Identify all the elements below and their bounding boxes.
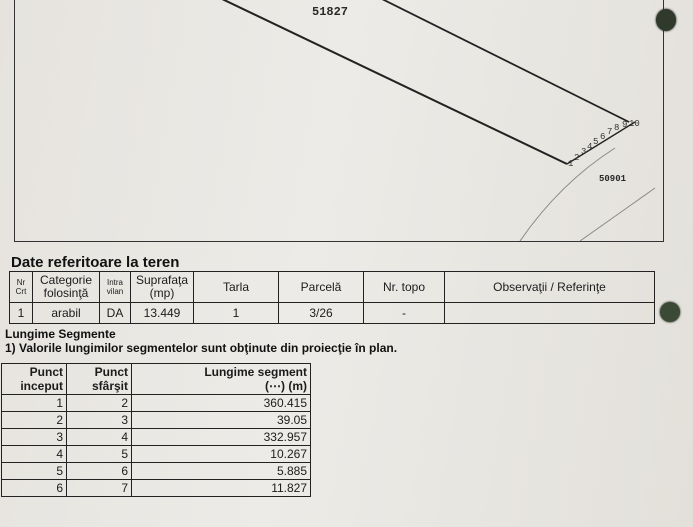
table-header-row bbox=[10, 272, 655, 303]
table-row bbox=[2, 412, 311, 429]
cell-end: 4 bbox=[67, 429, 132, 446]
cell-length: 360.415 bbox=[132, 395, 311, 412]
table-header-row bbox=[2, 364, 311, 395]
cell-length: 11.827 bbox=[132, 480, 311, 497]
teren-table bbox=[9, 271, 655, 324]
table-row bbox=[2, 463, 311, 480]
parcel-number-top: 51827 bbox=[312, 5, 349, 19]
cell-length: 10.267 bbox=[132, 446, 311, 463]
header-parcela: Parcelă bbox=[279, 272, 364, 303]
table-row bbox=[2, 429, 311, 446]
cell-length: 5.885 bbox=[132, 463, 311, 480]
vertex-labels bbox=[568, 119, 640, 169]
cell-parcela: 3/26 bbox=[279, 303, 364, 324]
vertex-label: 5 bbox=[593, 137, 599, 147]
table-row bbox=[2, 446, 311, 463]
header-punct-sfarsit: Punct sfârşit bbox=[67, 364, 132, 395]
section-title-teren: Date referitoare la teren bbox=[11, 254, 180, 271]
header-intravilan: Intra vilan bbox=[100, 272, 131, 303]
table-row bbox=[10, 303, 655, 324]
parcel-plan bbox=[14, 0, 664, 242]
header-nr: Nr Crt bbox=[10, 272, 33, 303]
cell-end: 2 bbox=[67, 395, 132, 412]
cell-start: 4 bbox=[2, 446, 67, 463]
header-tarla: Tarla bbox=[194, 272, 279, 303]
parcel-number-right: 50901 bbox=[599, 174, 627, 184]
header-punct-inceput: Punct inceput bbox=[2, 364, 67, 395]
vertex-label: 7 bbox=[607, 127, 613, 137]
cell-end: 7 bbox=[67, 480, 132, 497]
cell-observatii bbox=[445, 303, 655, 324]
cell-length: 39.05 bbox=[132, 412, 311, 429]
section-title-segmente: Lungime Segmente bbox=[5, 327, 116, 341]
neighbor-boundary bbox=[580, 188, 655, 241]
parcel-boundary-line bbox=[380, 0, 629, 122]
header-nr-topo: Nr. topo bbox=[364, 272, 445, 303]
header-lungime: Lungime segment (⋯) (m) bbox=[132, 364, 311, 395]
header-observatii: Observaţii / Referinţe bbox=[445, 272, 655, 303]
binder-hole bbox=[660, 302, 680, 322]
vertex-label: 8 bbox=[614, 123, 620, 133]
cell-length: 332.957 bbox=[132, 429, 311, 446]
cell-suprafata: 13.449 bbox=[131, 303, 194, 324]
vertex-label: 4 bbox=[587, 142, 593, 152]
cell-nr-topo: - bbox=[364, 303, 445, 324]
header-suprafata: Suprafaţa (mp) bbox=[131, 272, 194, 303]
cell-start: 6 bbox=[2, 480, 67, 497]
table-row bbox=[2, 480, 311, 497]
cell-start: 2 bbox=[2, 412, 67, 429]
binder-hole bbox=[656, 9, 676, 31]
cell-end: 3 bbox=[67, 412, 132, 429]
cell-start: 1 bbox=[2, 395, 67, 412]
vertex-label: 3 bbox=[581, 147, 587, 157]
vertex-label: 6 bbox=[600, 132, 606, 142]
vertex-label: 9 bbox=[622, 120, 628, 130]
table-row bbox=[2, 395, 311, 412]
cell-start: 3 bbox=[2, 429, 67, 446]
vertex-label: 10 bbox=[629, 119, 640, 129]
cell-tarla: 1 bbox=[194, 303, 279, 324]
header-categorie: Categorie folosinţă bbox=[33, 272, 100, 303]
cell-start: 5 bbox=[2, 463, 67, 480]
vertex-label: 2 bbox=[574, 153, 580, 163]
vertex-label: 1 bbox=[568, 159, 574, 169]
segmente-note: 1) Valorile lungimilor segmentelor sunt obţinute din proiecţie în plan. bbox=[5, 341, 398, 355]
parcel-boundary-line bbox=[220, 0, 567, 164]
cell-categorie: arabil bbox=[33, 303, 100, 324]
segmente-table bbox=[1, 363, 311, 497]
cell-end: 5 bbox=[67, 446, 132, 463]
plan-drawing bbox=[15, 0, 663, 241]
cell-end: 6 bbox=[67, 463, 132, 480]
cell-nr: 1 bbox=[10, 303, 33, 324]
cell-intravilan: DA bbox=[100, 303, 131, 324]
